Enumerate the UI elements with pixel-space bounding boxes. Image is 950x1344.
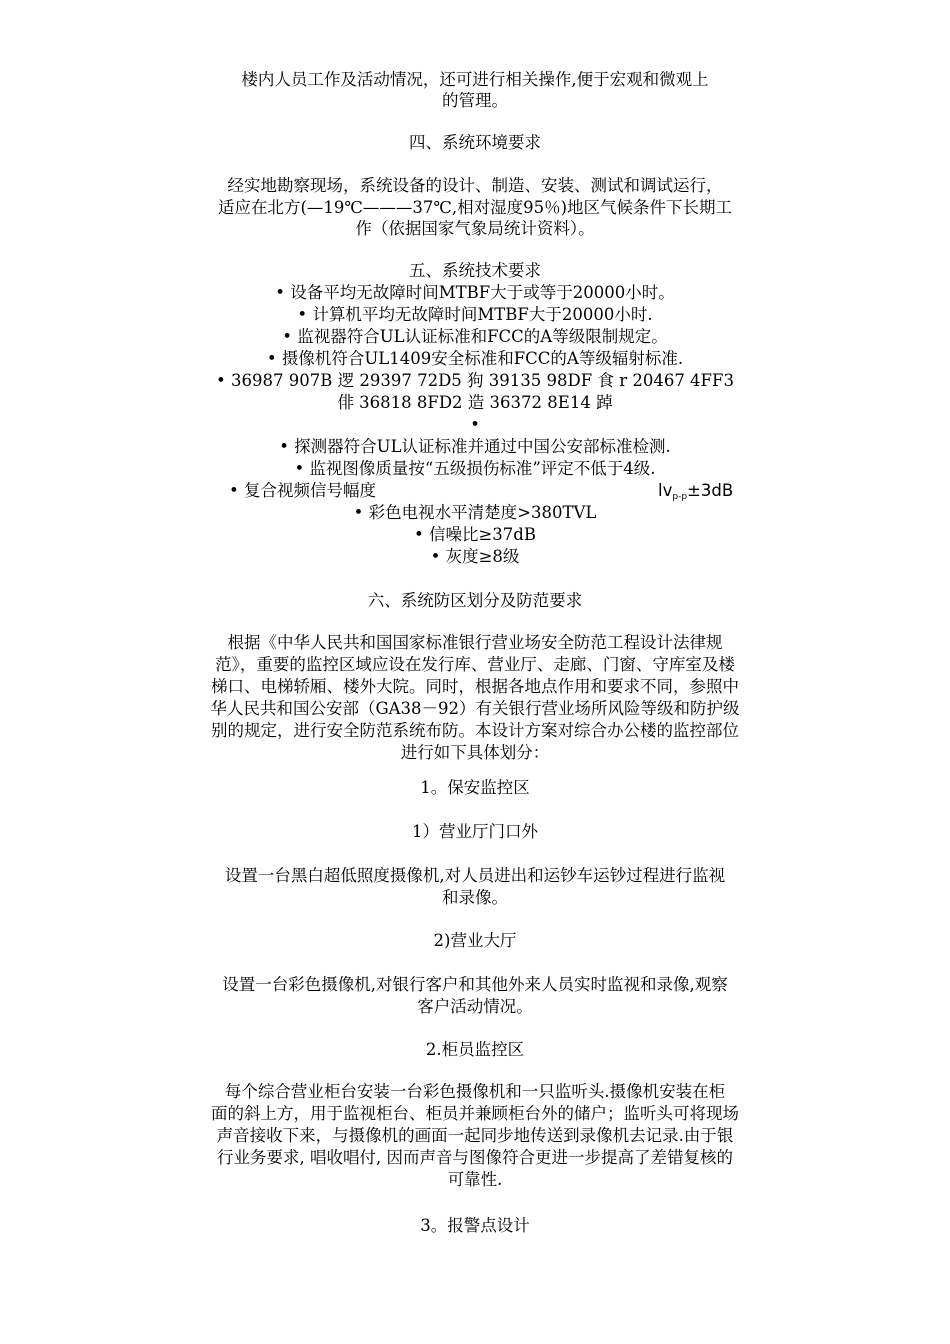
spec-item: • 探测器符合UL认证标准并通过中国公安部标准检测. [279, 437, 671, 456]
spec-item-garbled: • 36987 907B 逻 29397 72D5 狗 39135 98DF 食 r 20467 4FF3 [216, 371, 734, 390]
spec-item: • 彩色电视水平清楚度>380TVL [353, 503, 597, 522]
business-hall-para-line: 设置一台彩色摄像机,对银行客户和其他外来人员实时监视和录像,观察 [222, 975, 728, 994]
spec-item: • 设备平均无故障时间MTBF大于或等于20000小时。 [275, 283, 675, 302]
section-6-heading: 六、系统防区划分及防范要求 [367, 591, 583, 610]
teller-zone-para-line: 声音接收下来，与摄像机的画面一起同步地传送到录像机去记录.由于银 [216, 1126, 734, 1145]
spec-item: • 灰度≥8级 [430, 547, 520, 566]
spec-item-video-amplitude [229, 481, 769, 501]
teller-zone-para-line: 每个综合营业柜台安装一台彩色摄像机和一只监听头.摄像机安装在柜 [224, 1082, 726, 1101]
spec-item: • 监视器符合UL认证标准和FCC的A等级限制规定。 [282, 327, 668, 346]
subheading-alarm-design: 3。报警点设计 [420, 1216, 530, 1235]
teller-zone-para-line: 面的斜上方，用于监视柜台、柜员并兼顾柜台外的储户；监听头可将现场 [211, 1104, 739, 1123]
section-4-heading: 四、系统环境要求 [409, 133, 541, 152]
spec-item: • 计算机平均无故障时间MTBF大于20000小时. [297, 305, 653, 324]
section-6-para-line: 根据《中华人民共和国国家标准银行营业场安全防范工程设计法律规 [227, 633, 723, 652]
spec-item: • 摄像机符合UL1409安全标准和FCC的A等级辐射标准. [266, 349, 684, 368]
section-5-heading: 五、系统技术要求 [409, 261, 541, 280]
section-4-line-1: 经实地勘察现场，系统设备的设计、制造、安装、测试和调试运行， [227, 176, 723, 195]
video-amplitude-label: • 复合视频信号幅度 [229, 481, 376, 500]
spec-item-empty-bullet: • [470, 415, 480, 434]
video-amplitude-value: $lv_{p-p}\pm 3dB$ [658, 481, 734, 502]
spec-item: • 信噪比≥37dB [414, 525, 536, 544]
section-4-line-2: 适应在北方(—19℃———37℃,相对湿度95％)地区气候条件下长期工 [217, 198, 733, 217]
section-4-line-3: 作（依据国家气象局统计资料）。 [355, 219, 595, 238]
teller-zone-para-line: 行业务要求, 唱收唱付, 因而声音与图像符合更进一步提高了差错复核的 [217, 1148, 733, 1167]
subheading-business-hall: 2)营业大厅 [433, 931, 517, 950]
section-6-para-line: 范》，重要的监控区域应设在发行库、营业厅、走廊、门窗、守库室及楼 [215, 655, 735, 674]
subheading-hall-entrance: 1）营业厅门口外 [412, 822, 538, 841]
section-6-para-line: 进行如下具体划分： [400, 743, 550, 762]
intro-line-1: 楼内人员工作及活动情况，还可进行相关操作,便于宏观和微观上 [241, 70, 709, 89]
teller-zone-para-line: 可靠性. [447, 1170, 503, 1189]
hall-entrance-para-line: 和录像。 [442, 888, 508, 907]
section-6-para-line: 别的规定，进行安全防范系统布防。本设计方案对综合办公楼的监控部位 [211, 721, 739, 740]
intro-line-2: 的管理。 [442, 91, 508, 110]
hall-entrance-para-line: 设置一台黑白超低照度摄像机,对人员进出和运钞车运钞过程进行监视 [224, 866, 726, 885]
section-6-para-line: 华人民共和国公安部（GA38－92）有关银行营业场所风险等级和防护级 [210, 699, 740, 718]
spec-item-garbled-continued: 俳 36818 8FD2 造 36372 8E14 踔 [337, 393, 613, 412]
subheading-teller-zone: 2.柜员监控区 [425, 1040, 525, 1059]
business-hall-para-line: 客户活动情况。 [417, 997, 533, 1016]
spec-item: • 监视图像质量按“五级损伤标准”评定不低于4级. [294, 459, 656, 478]
subheading-security-zone: 1。保安监控区 [420, 778, 530, 797]
section-6-para-line: 梯口、电梯轿厢、楼外大院。同时，根据各地点作用和要求不同，参照中 [211, 677, 739, 696]
